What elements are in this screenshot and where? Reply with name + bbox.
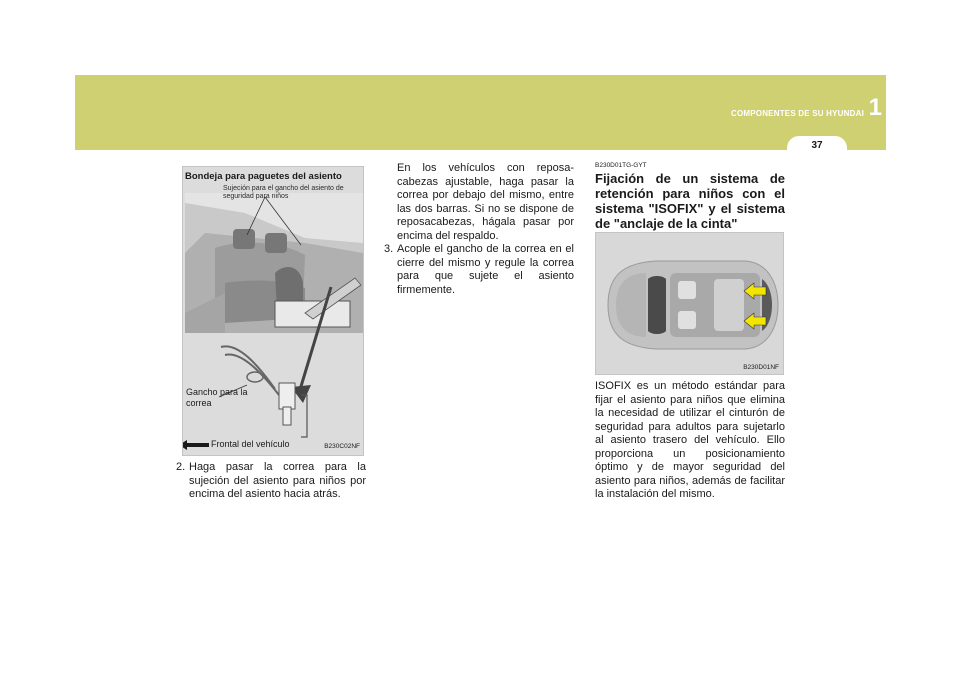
step-text: Haga pasar la correa para la sujeción del asiento para niños por encima del asiento hacia atrás. [189, 461, 366, 500]
isofix-description: ISOFIX es un método estándar para fijar el asiento para niños que elimina la necesidad de utilizar el cinturón de seguridad para adultos para sujetarlo al asiento trasero del vehículo. Ello proporciona un posicionamiento óptimo y de mayor seguridad del asiento para niños, además de facilitar la instalación del mismo. [595, 380, 785, 500]
step-number: 2. [176, 461, 186, 473]
step-number: 3. [384, 243, 394, 255]
middle-column [384, 162, 574, 297]
chapter-number: 1 [868, 94, 882, 121]
page-number: 37 [811, 140, 823, 151]
callout-tether-anchor: Sujeción para el gancho del asiento de seguridad para niños [223, 185, 344, 200]
section-heading: Fijación de un sistema de retención para niños con el sistema "ISOFIX" y el sistema de "anclaje de la cinta" [595, 171, 785, 231]
section-title: COMPONENTES DE SU HYUNDAI [730, 109, 864, 118]
step-3 [384, 243, 574, 297]
step-text: Acople el gancho de la correa en el cierre del mismo y regule la correa para que sujete el asiento firmemente. [397, 243, 574, 296]
reference-code: B230D01TG-GYT [595, 162, 647, 169]
headrest-paragraph: En los vehículos con reposa- cabezas ajustable, haga pasar la correa por debajo del mismo, entre las dos barras. Si no se dispone de reposacabezas, hágala pasar por encima del respaldo. [397, 162, 574, 242]
car-top-view-illustration [596, 233, 784, 375]
tether-hook-diagram [183, 167, 364, 456]
rear-seat-tether-figure [182, 166, 364, 456]
isofix-car-figure [595, 232, 784, 375]
figure-code: B230C02NF [324, 443, 360, 450]
figure-title: Bondeja para paguetes del asiento [185, 171, 342, 182]
figure-code: B230D01NF [743, 364, 779, 371]
callout-strap-hook: Gancho para la correa [186, 387, 248, 408]
vehicle-front-label: Frontal del vehículo [211, 439, 290, 449]
step-2 [176, 461, 366, 502]
arrow-left-icon [182, 440, 209, 450]
